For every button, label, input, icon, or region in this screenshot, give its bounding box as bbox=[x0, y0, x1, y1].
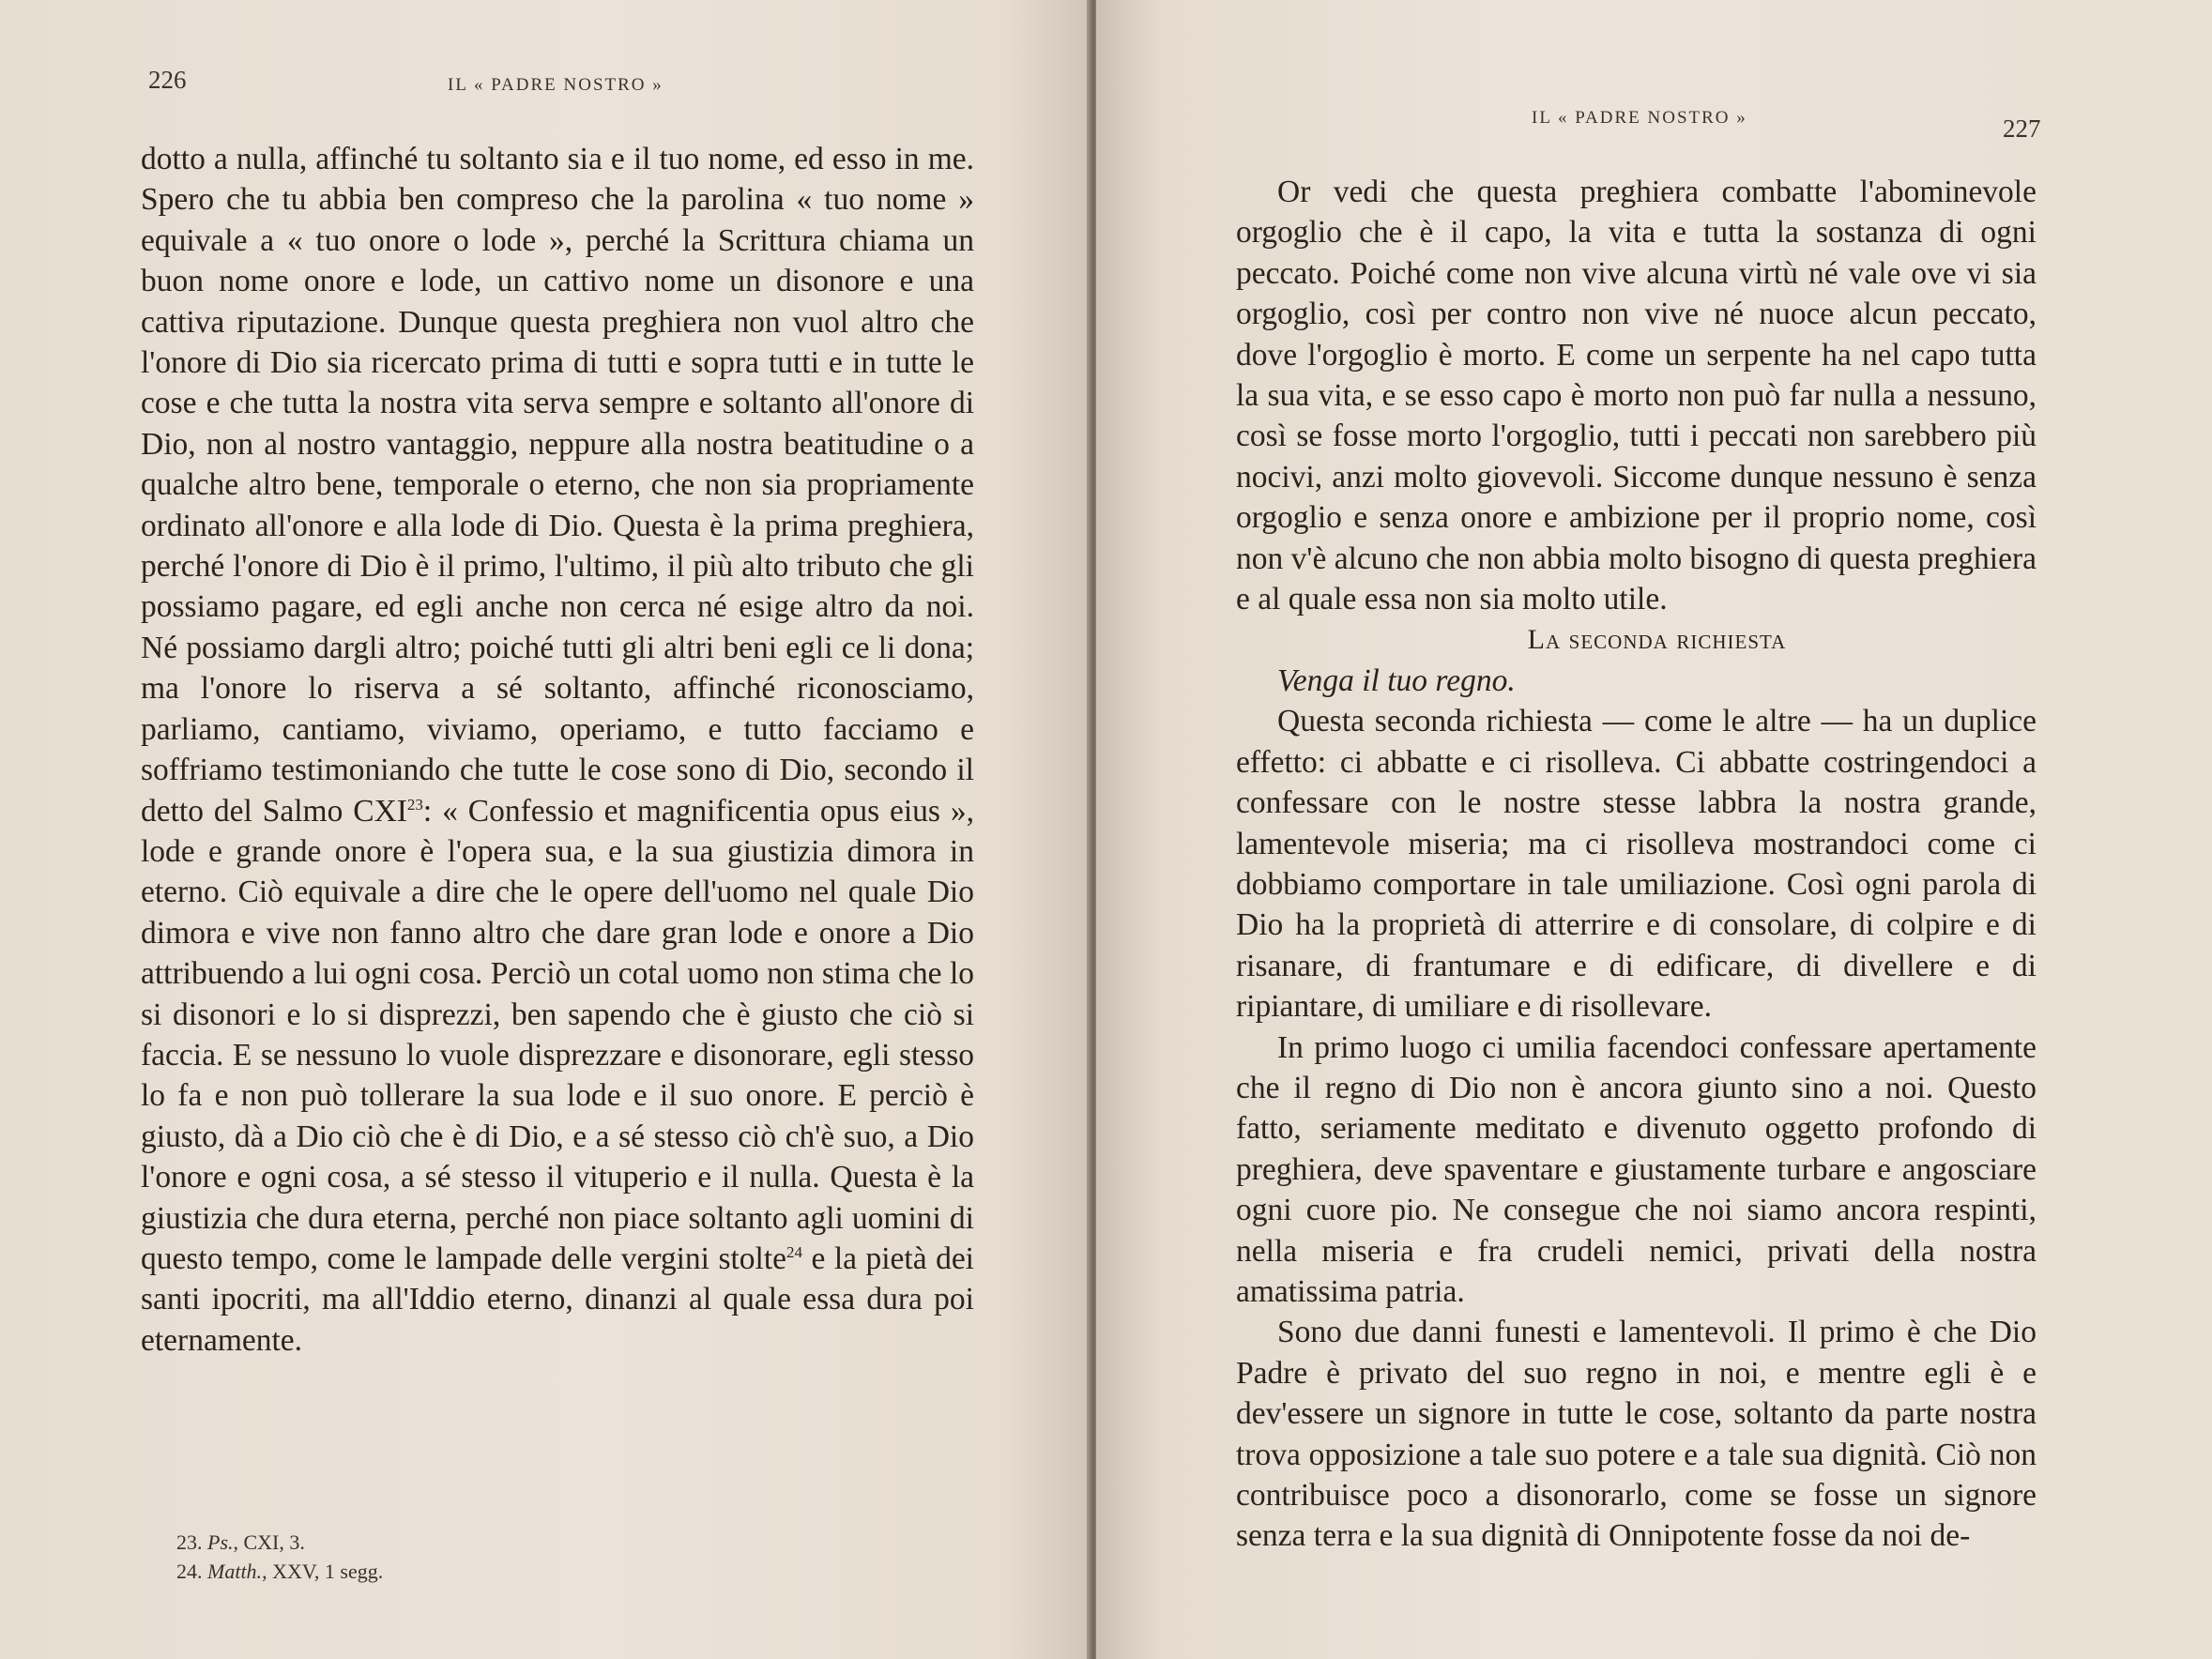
paragraph: Questa seconda richiesta — come le altre — ha un duplice effetto: ci abbatte e ci risolleva. Ci abbatte costringendoci a confessare con le nostre stesse labbra la nostra grande, lamentevole miseria; ma ci risolleva mostrandoci come ci dobbiamo comportare in tale umiliazione. Così ogni parola di Dio ha la proprietà di atterrire e di consolare, di colpire e di risanare, di frantumare e di edificare, di divellere e di ripiantare, di umiliare e di risollevare. bbox=[1236, 704, 2037, 1025]
paragraph: In primo luogo ci umilia facendoci confessare apertamente che il regno di Dio non è ancora giunto sino a noi. Questo fatto, seriamente meditato e divenuto oggetto profondo di preghiera, deve spaventare e giustamente turbare e angosciare ogni cuore pio. Ne consegue che noi siamo ancora respinti, nella miseria e fra crudeli nemici, privati della nostra amatissima patria. bbox=[1236, 1029, 2037, 1309]
footnote-text: , XXV, 1 segg. bbox=[262, 1560, 384, 1583]
footnote-reference: Matth. bbox=[207, 1560, 263, 1583]
paragraph: Or vedi che questa preghiera combatte l'abominevole orgoglio che è il capo, la vita e tutta la sostanza di ogni peccato. Poiché come non vive alcuna virtù né vale ove vi sia orgoglio, così per contro non vive né nuoce alcun peccato, dove l'orgoglio è morto. E come un serpente ha nel capo tutta la sua vita, e se esso capo è morto non può far nulla a nessuno, così se fosse morto l'orgoglio, tutti i peccati non sarebbero più nocivi, anzi molto giovevoli. Siccome dunque nessuno è senza orgoglio e senza onore e ambizione per il proprio nome, così non v'è alcuno che non abbia molto bisogno di questa preghiera e al quale essa non sia molto utile. bbox=[1236, 175, 2037, 617]
left-page-body bbox=[141, 139, 974, 1361]
paragraph bbox=[141, 139, 974, 1361]
footnote-marker-24: 24 bbox=[786, 1242, 803, 1261]
left-page bbox=[0, 0, 1091, 1659]
footnote-number: 23. bbox=[176, 1530, 203, 1554]
footnote-text: , CXI, 3. bbox=[233, 1530, 305, 1554]
paragraph-text: : « Confessio et magnificentia opus eius », lode e grande onore è l'opera sua, e la sua giustizia dimora in eterno. Ciò equivale a dire che le opere dell'uomo nel quale Dio dimora e vive non fanno altro che dare gran lode e onore a Dio attribuendo a lui ogni cosa. Perciò un cotal uomo non stima che lo si disonori e lo si disprezzi, ben sapendo che è giusto che ciò si faccia. E se nessuno lo vuole disprezzare e disonorare, egli stesso lo fa e non può tollerare la sua lode e il suo onore. E perciò è giusto, dà a Dio ciò che è di Dio, e a sé stesso ciò ch'è suo, a Dio l'onore e ogni cosa, a sé stesso il vituperio e il nulla. Questa è la giustizia che dura eterna, perché non piace soltanto agli uomini di questo tempo, come le lampade delle vergini stolte bbox=[141, 793, 974, 1276]
page-number-right: 227 bbox=[2003, 114, 2041, 143]
page-number-left: 226 bbox=[148, 66, 187, 94]
footnote-marker-23: 23 bbox=[406, 795, 423, 814]
running-head-left: IL « PADRE NOSTRO » bbox=[448, 75, 664, 95]
footnote-23 bbox=[176, 1528, 833, 1557]
right-page-body bbox=[1236, 172, 2037, 1557]
footnote-number: 24. bbox=[176, 1560, 203, 1583]
running-head-right: IL « PADRE NOSTRO » bbox=[1532, 108, 1747, 128]
petition-verse: Venga il tuo regno. bbox=[1277, 662, 1516, 698]
footnote-24 bbox=[176, 1557, 833, 1586]
section-heading: La seconda richiesta bbox=[1527, 624, 1787, 656]
paragraph: Sono due danni funesti e lamentevoli. Il primo è che Dio Padre è privato del suo regno in noi, e mentre egli è e dev'essere un signore in tutte le cose, soltanto da parte nostra trova opposizione a tale suo potere e a tale sua dignità. Ciò non contribuisce poco a disonorarlo, come se fosse un signore senza terra e la sua dignità di Onnipotente fosse da noi de- bbox=[1236, 1315, 2037, 1554]
paragraph-text: dotto a nulla, affinché tu soltanto sia e il tuo nome, ed esso in me. Spero che tu abbia ben compreso che la parolina « tuo nome » equivale a « tuo onore o lode », perché la Scrittura chiama un buon nome onore e lode, un cattivo nome un disonore e una cattiva riputazione. Dunque questa preghiera non vuol altro che l'onore di Dio sia ricercato prima di tutti e sopra tutti e in tutte le cose e che tutta la nostra vita serva sempre e soltanto all'onore di Dio, non al nostro vantaggio, neppure alla nostra beatitudine o a qualche altro bene, temporale o eterno, che non sia propriamente ordinato all'onore e alla lode di Dio. Questa è la prima preghiera, perché l'onore di Dio è il primo, l'ultimo, il più alto tributo che gli possiamo pagare, ed egli anche non cerca né esige altro da noi. Né possiamo dargli altro; poiché tutti gli altri beni egli ce li dona; ma l'onore lo riserva a sé soltanto, affinché riconosciamo, parliamo, cantiamo, viviamo, operiamo, e tutto facciamo e soffriamo testimoniando che tutte le cose sono di Dio, secondo il detto del Salmo CXI bbox=[141, 142, 974, 829]
paragraph-text: e la pietà dei santi ipocriti, ma all'Iddio eterno, dinanzi al quale essa dura poi eternamente. bbox=[141, 1240, 974, 1358]
footnote-reference: Ps. bbox=[207, 1530, 234, 1554]
footnotes bbox=[176, 1528, 833, 1586]
